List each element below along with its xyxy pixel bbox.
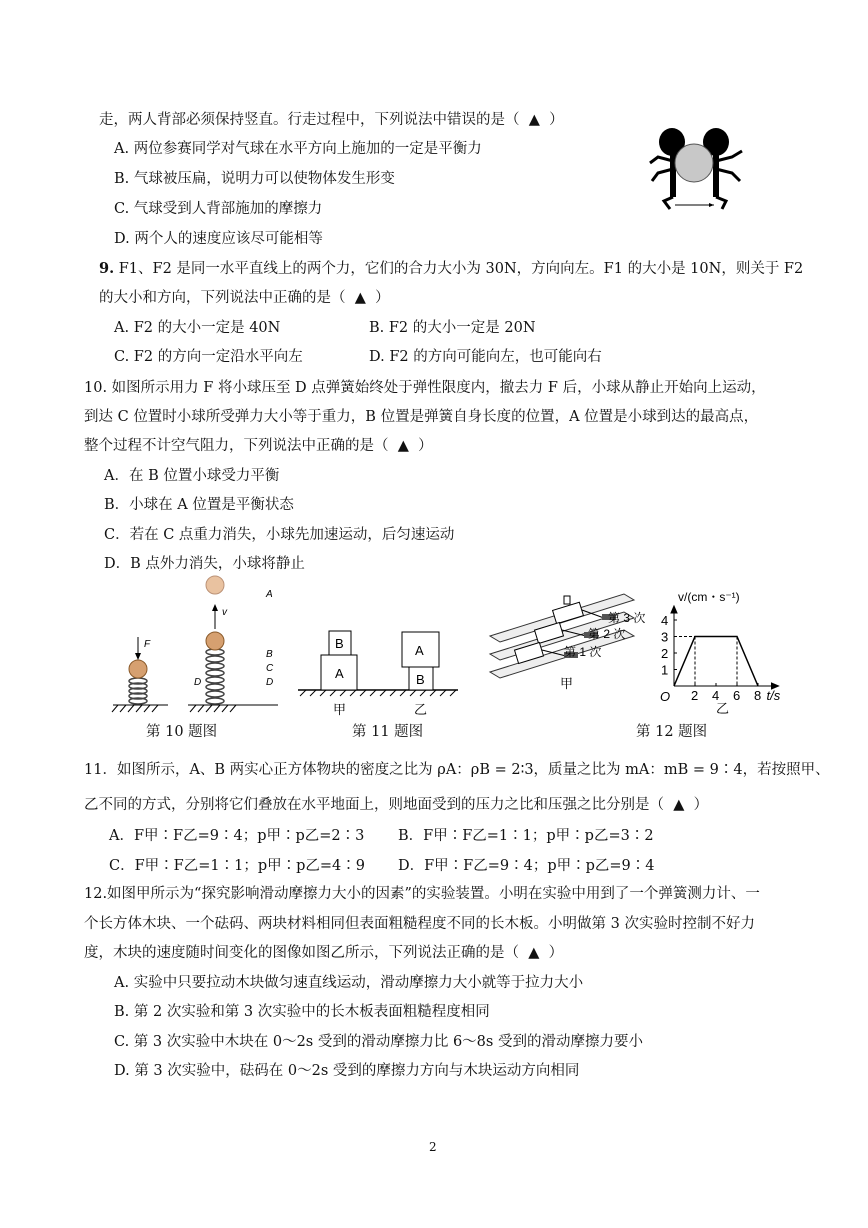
q12-option-d: D. 第 3 次实验中，砝码在 0～2s 受到的摩擦力方向与木块运动方向相同: [114, 1063, 580, 1079]
label-v: v: [222, 607, 227, 618]
q11-option-a: A．F甲∶F乙=9∶4；p甲∶p乙=2∶3: [109, 828, 365, 844]
y-tick-label-2: 2: [661, 646, 669, 661]
series-line: [674, 637, 758, 687]
label-C: C: [266, 663, 274, 674]
q8-stem: 走，两人背部必须保持竖直。行走过程中，下列说法中错误的是（ ▲ ）: [99, 112, 564, 128]
q12-option-a: A. 实验中只要拉动木块做匀速直线运动，滑动摩擦力大小就等于拉力大小: [114, 975, 584, 991]
q10-line1: 10. 如图所示用力 F 将小球压至 D 点弹簧始终处于弹性限度内，撤去力 F 后，小球从静止开始向上运动，: [84, 380, 766, 396]
figure-12-vt-graph: [648, 585, 788, 717]
y-tick-label-3: 3: [661, 629, 669, 645]
q9-option-c: C. F2 的方向一定沿水平向左: [114, 349, 303, 365]
label-B: B: [266, 649, 273, 660]
fig11-caption: 第 11 题图: [352, 724, 424, 740]
q8-option-d: D. 两个人的速度应该尽可能相等: [114, 231, 323, 247]
q10-option-c: C．若在 C 点重力消失，小球先加速运动，后匀速运动: [104, 527, 455, 543]
figure-12-apparatus: [484, 588, 646, 710]
y-axis-label: v/(cm・s⁻¹): [678, 590, 740, 604]
answer-triangle: ▲: [397, 438, 409, 454]
y-tick-label-1: 1: [661, 662, 669, 678]
q12-option-b: B. 第 2 次实验和第 3 次实验中的长木板表面粗糙程度相同: [114, 1004, 490, 1020]
fig12-yi: 乙: [716, 701, 730, 716]
label-D-left: D: [194, 677, 202, 688]
label-A: A: [266, 589, 273, 600]
q11-line1: 11．如图所示，A、B 两实心正方体物块的密度之比为 ρA：ρB = 2∶3，质量之比为 mA：mB = 9∶4，若按照甲、: [84, 762, 830, 778]
q12-option-c: C. 第 3 次实验中木块在 0～2s 受到的滑动摩擦力比 6～8s 受到的滑动摩擦力要小: [114, 1034, 643, 1050]
fig12-t2: 第 2 次: [588, 627, 626, 641]
q11-line2: 乙不同的方式，分别将它们叠放在水平地面上，则地面受到的压力之比和压强之比分别是（ ▲ ）: [84, 797, 709, 813]
q10-option-b: B．小球在 A 位置是平衡状态: [104, 497, 294, 513]
fig11-jia-A: A: [335, 666, 344, 681]
fig11-yi-A: A: [415, 643, 424, 658]
answer-triangle: ▲: [354, 290, 366, 306]
y-axis-arrow: [671, 606, 677, 613]
fig12-t1: 第 1 次: [564, 645, 602, 659]
answer-triangle: ▲: [528, 112, 540, 128]
answer-triangle: ▲: [528, 945, 540, 961]
q12-line3: 度，木块的速度随时间变化的图像如图乙所示，下列说法正确的是（ ▲ ）: [84, 945, 564, 961]
q8-option-c: C. 气球受到人背部施加的摩擦力: [114, 201, 323, 217]
balloon-figure: [640, 125, 750, 215]
x-tick-label-8: 8: [754, 688, 762, 703]
fig12-t3: 第 3 次: [608, 611, 646, 625]
q8-option-a: A. 两位参赛同学对气球在水平方向上施加的一定是平衡力: [114, 141, 482, 157]
figure-11-blocks: [292, 628, 462, 720]
q9-line2: 的大小和方向，下列说法中正确的是（ ▲ ）: [99, 290, 390, 306]
q10-option-a: A．在 B 位置小球受力平衡: [104, 468, 280, 484]
q12-line2: 个长方体木块、一个砝码、两块材料相同但表面粗糙程度不同的长木板。小明做第 3 次实验时控制不好力: [84, 916, 755, 932]
q9-option-d: D. F2 的方向可能向左，也可能向右: [369, 349, 602, 365]
q8-option-b: B. 气球被压扁，说明力可以使物体发生形变: [114, 171, 395, 187]
q11-option-c: C．F甲∶F乙=1∶1；p甲∶p乙=4∶9: [109, 858, 365, 874]
fig11-jia: 甲: [333, 702, 347, 717]
q10-line2: 到达 C 位置时小球所受弹力大小等于重力，B 位置是弹簧自身长度的位置，A 位置是小球到达的最高点，: [84, 409, 759, 425]
x-tick-label-6: 6: [733, 688, 741, 703]
figure-10-springs: [108, 575, 288, 720]
q12-line1: 12.如图甲所示为“探究影响滑动摩擦力大小的因素”的实验装置。小明在实验中用到了一个弹簧测力计、一: [84, 886, 760, 902]
x-tick-label-4: 4: [712, 688, 720, 703]
q9-line1: 9. F1、F2 是同一水平直线上的两个力，它们的合力大小为 30N，方向向左。F1 的大小是 10N，则关于 F2: [99, 260, 804, 277]
q11-option-d: D．F甲∶F乙=9∶4；p甲∶p乙=9∶4: [398, 858, 655, 874]
origin-label: O: [660, 689, 671, 704]
y-tick-label-4: 4: [661, 613, 669, 628]
label-F: F: [144, 639, 151, 650]
q10-line3: 整个过程不计空气阻力，下列说法中正确的是（ ▲ ）: [84, 438, 433, 454]
fig10-caption: 第 10 题图: [146, 724, 218, 740]
q10-option-d: D．B 点外力消失，小球将静止: [104, 556, 305, 572]
q9-option-a: A. F2 的大小一定是 40N: [114, 320, 281, 336]
fig11-yi: 乙: [414, 702, 428, 717]
label-D: D: [266, 677, 274, 688]
fig12-jia: 甲: [560, 676, 574, 691]
q11-option-b: B．F甲∶F乙=1∶1；p甲∶p乙=3∶2: [398, 828, 654, 844]
fig12-caption: 第 12 题图: [636, 724, 708, 740]
x-axis-label: t/s: [766, 688, 781, 703]
fig11-yi-B: B: [416, 672, 425, 687]
fig11-jia-B: B: [335, 636, 344, 651]
page-number: 2: [429, 1140, 437, 1154]
answer-triangle: ▲: [673, 797, 685, 813]
x-tick-label-2: 2: [691, 688, 699, 703]
q9-option-b: B. F2 的大小一定是 20N: [369, 320, 536, 336]
